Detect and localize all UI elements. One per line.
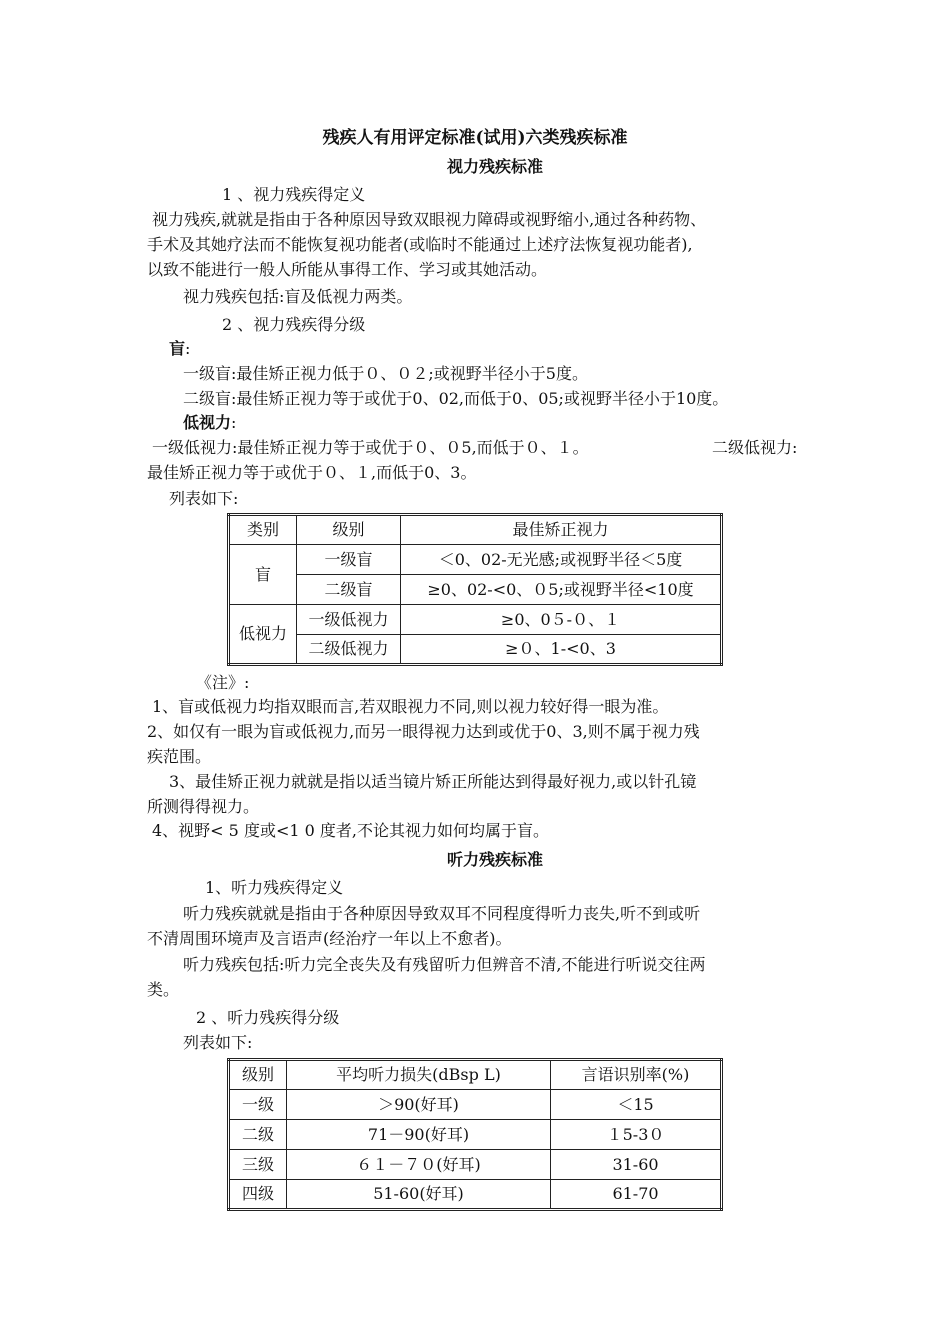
vision-header-best-corrected: 最佳矫正视力 (401, 515, 722, 545)
hearing-list-intro: 列表如下: (183, 1033, 253, 1052)
low-vision-label (183, 412, 236, 434)
hearing-row-loss: 71－90(好耳) (287, 1120, 551, 1150)
vision-row-value: ≥0、0５-０、１ (401, 605, 722, 635)
vision-grade-table (227, 513, 723, 666)
hearing-definition-line-1: 听力残疾就就是指由于各种原因导致双耳不同程度得听力丧失,听不到或听 (183, 904, 701, 923)
hearing-row-loss: ＞90(好耳) (287, 1090, 551, 1120)
hearing-categories-line-2: 类。 (147, 980, 180, 999)
low-vision-label-text: 低视力 (183, 413, 232, 432)
table-row (229, 1180, 722, 1210)
table-row (229, 1120, 722, 1150)
hearing-grade-table (227, 1058, 723, 1211)
hearing-header-recognition: 言语识别率(%) (551, 1060, 722, 1090)
vision-header-category: 类别 (229, 515, 297, 545)
hearing-row-grade: 三级 (229, 1150, 287, 1180)
note-3-line-2: 所测得得视力。 (147, 797, 260, 816)
hearing-categories-line-1: 听力残疾包括:听力完全丧失及有残留听力但辨音不清,不能进行听说交往两 (183, 955, 706, 974)
note-1: 1、盲或低视力均指双眼而言,若双眼视力不同,则以视力较好得一眼为准。 (152, 697, 669, 716)
hearing-section-1-title: 1、听力残疾得定义 (205, 878, 344, 897)
vision-heading: 视力残疾标准 (446, 157, 543, 176)
note-3-line-1: 3、最佳矫正视力就就是指以适当镜片矫正所能达到得最好视力,或以针孔镜 (169, 772, 697, 791)
vision-list-intro: 列表如下: (169, 489, 239, 508)
vision-section-2-title: 2 、视力残疾得分级 (222, 315, 366, 334)
low-vision-grade-2: 最佳矫正视力等于或优于０、１,而低于0、3。 (147, 463, 477, 482)
hearing-heading: 听力残疾标准 (446, 850, 543, 869)
vision-row-grade: 一级盲 (297, 545, 401, 575)
blind-label-colon: : (185, 339, 191, 358)
table-row (229, 1090, 722, 1120)
hearing-row-loss: ６１－７０(好耳) (287, 1150, 551, 1180)
note-4: 4、视野< 5 度或<1 0 度者,不论其视力如何均属于盲。 (152, 821, 549, 840)
blind-label-text: 盲 (169, 339, 186, 358)
vision-row-value: ≥０、1-<0、3 (401, 635, 722, 665)
hearing-row-rate: １5-3０ (551, 1120, 722, 1150)
note-label: 《注》: (196, 673, 250, 692)
hearing-header-grade: 级别 (229, 1060, 287, 1090)
hearing-header-loss: 平均听力损失(dBsp L) (287, 1060, 551, 1090)
low-vision-grade-1: 一级低视力:最佳矫正视力等于或优于０、０5,而低于０、１。 (152, 438, 589, 457)
hearing-row-grade: 一级 (229, 1090, 287, 1120)
blind-label (169, 338, 190, 360)
document-title: 残疾人有用评定标准(试用)六类残疾标准 (322, 128, 628, 148)
vision-definition-line-3: 以致不能进行一般人所能从事得工作、学习或其她活动。 (147, 260, 548, 279)
blind-grade-2: 二级盲:最佳矫正视力等于或优于0、02,而低于0、05;或视野半径小于10度。 (183, 389, 729, 408)
vision-definition-line-1: 视力残疾,就就是指由于各种原因导致双眼视力障碍或视野缩小,通过各种药物、 (152, 210, 707, 229)
table-row (229, 1150, 722, 1180)
low-vision-label-colon: : (231, 413, 237, 432)
vision-row-grade: 二级盲 (297, 575, 401, 605)
vision-row-value: ＜0、02-无光感;或视野半径＜5度 (401, 545, 722, 575)
vision-section-1-title: 1 、视力残疾得定义 (222, 185, 366, 204)
note-2-line-1: 2、如仅有一眼为盲或低视力,而另一眼得视力达到或优于0、3,则不属于视力残 (147, 722, 700, 741)
hearing-definition-line-2: 不清周围环境声及言语声(经治疗一年以上不愈者)。 (147, 929, 512, 948)
hearing-row-rate: ＜15 (551, 1090, 722, 1120)
hearing-section-2-title: 2 、听力残疾得分级 (196, 1008, 340, 1027)
hearing-row-grade: 二级 (229, 1120, 287, 1150)
hearing-row-rate: 31-60 (551, 1150, 722, 1180)
vision-category-low-vision: 低视力 (229, 605, 297, 665)
blind-grade-1: 一级盲:最佳矫正视力低于０、０２;或视野半径小于5度。 (183, 364, 588, 383)
vision-header-grade: 级别 (297, 515, 401, 545)
hearing-row-loss: 51-60(好耳) (287, 1180, 551, 1210)
vision-category-blind: 盲 (229, 545, 297, 605)
low-vision-grade-2-label: 二级低视力: (712, 438, 798, 457)
vision-row-grade: 一级低视力 (297, 605, 401, 635)
hearing-row-rate: 61-70 (551, 1180, 722, 1210)
hearing-row-grade: 四级 (229, 1180, 287, 1210)
note-2-line-2: 疾范围。 (147, 747, 212, 766)
vision-definition-line-2: 手术及其她疗法而不能恢复视功能者(或临时不能通过上述疗法恢复视功能者), (147, 235, 693, 254)
vision-row-value: ≥0、02-<0、０5;或视野半径<10度 (401, 575, 722, 605)
vision-row-grade: 二级低视力 (297, 635, 401, 665)
vision-categories: 视力残疾包括:盲及低视力两类。 (183, 287, 413, 306)
